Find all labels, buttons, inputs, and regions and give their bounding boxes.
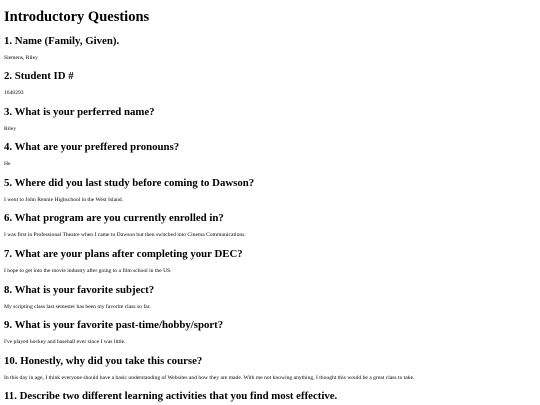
question-3 <box>4 106 536 133</box>
answer-text: I went to John Rennie Highschool in the West Island. <box>4 197 124 203</box>
question-2 <box>4 70 536 97</box>
question-8 <box>4 284 536 311</box>
question-heading: 4. What are your preffered pronouns? <box>4 141 180 153</box>
answer-text: I've played hockey and baseball ever since I was little. <box>4 339 126 345</box>
answer-text: He <box>4 161 11 167</box>
question-11 <box>4 390 536 403</box>
answer-text: Siemens, Riley <box>4 55 38 61</box>
question-heading: 6. What program are you currently enrolled in? <box>4 212 224 224</box>
question-heading: 9. What is your favorite past-time/hobby/sport? <box>4 319 224 331</box>
question-10 <box>4 355 536 382</box>
question-5 <box>4 177 536 204</box>
answer-text: My scripting class last semester has been my favorite class so far. <box>4 304 151 310</box>
question-heading: 2. Student ID # <box>4 70 74 82</box>
answer-text: I was first in Professional Theatre when I came to Dawson but then switched into Cinema Communications. <box>4 232 246 238</box>
question-4 <box>4 141 536 168</box>
question-9 <box>4 319 536 346</box>
question-6 <box>4 212 536 239</box>
question-7 <box>4 248 536 275</box>
question-heading: 10. Honestly, why did you take this course? <box>4 355 203 367</box>
answer-text: I hope to get into the movie industry after going to a film school in the US. <box>4 268 172 274</box>
question-heading: 11. Describe two different learning activities that you find most effective. <box>4 390 338 402</box>
question-heading: 7. What are your plans after completing your DEC? <box>4 248 243 260</box>
answer-text: In this day in age, I think everyone should have a basic understanding of Websites and how they are made. With me not knowing anything, I thought this would be a great class to take. <box>4 375 415 381</box>
question-heading: 1. Name (Family, Given). <box>4 35 120 47</box>
question-1 <box>4 35 536 62</box>
page-title: Introductory Questions <box>4 9 150 25</box>
question-heading: 3. What is your perferred name? <box>4 106 155 118</box>
question-heading: 5. Where did you last study before coming to Dawson? <box>4 177 255 189</box>
answer-text: 1640293 <box>4 90 24 96</box>
question-heading: 8. What is your favorite subject? <box>4 284 155 296</box>
answer-text: Riley <box>4 126 17 132</box>
